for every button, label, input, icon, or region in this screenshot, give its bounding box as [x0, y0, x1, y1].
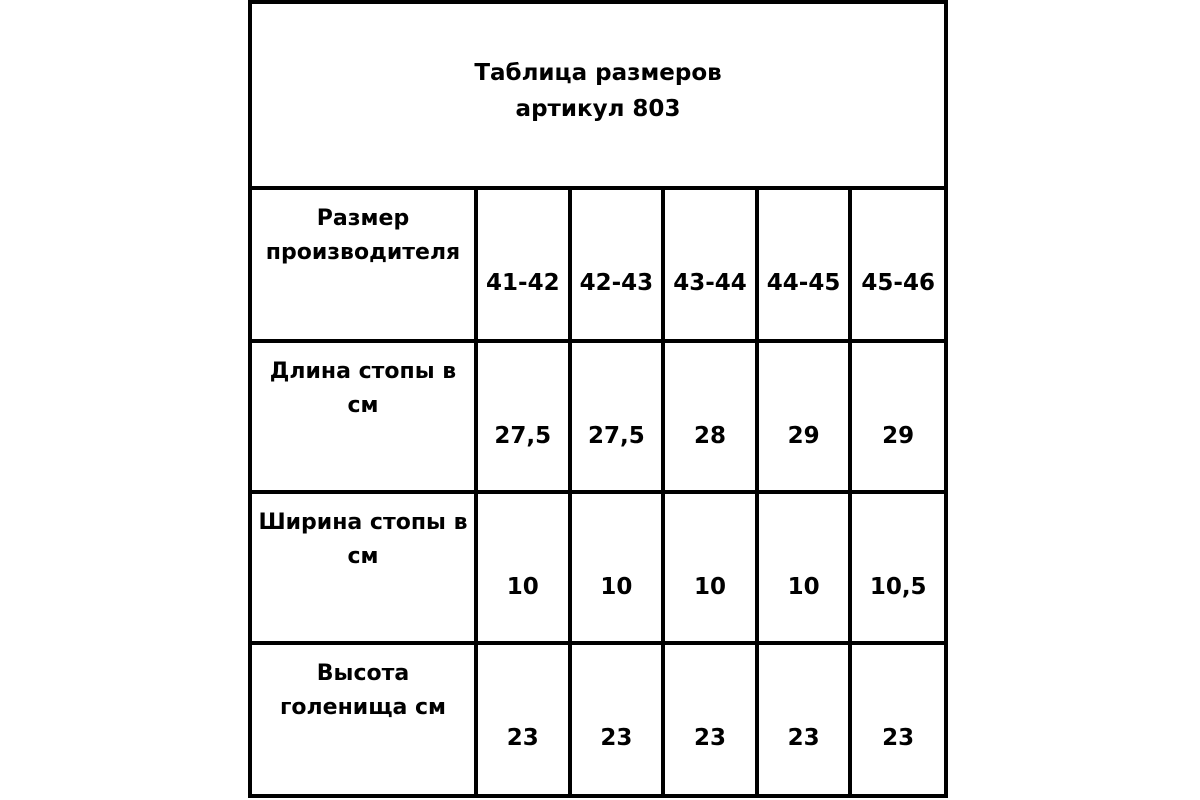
row-label-line: Высота: [316, 661, 410, 686]
table-cell: [850, 341, 944, 492]
row-label: [252, 202, 474, 270]
row-foot-width: [252, 492, 944, 643]
cell-value: 45-46: [861, 270, 935, 296]
title-line-2: артикул 803: [515, 96, 681, 122]
cell-value: 10,5: [869, 574, 927, 600]
table-cell: [476, 341, 570, 492]
cell-value: 29: [882, 423, 915, 449]
cell-value: 10: [787, 574, 820, 600]
cell-value: 43-44: [673, 270, 747, 296]
size-chart-sheet: [248, 0, 948, 798]
cell-value: 27,5: [494, 423, 552, 449]
row-foot-length: [252, 341, 944, 492]
cell-value: 23: [600, 725, 633, 751]
row-label-line: см: [347, 393, 379, 418]
cell-value: 10: [693, 574, 726, 600]
cell-value: 10: [506, 574, 539, 600]
table-cell: [663, 190, 757, 341]
row-label-cell: [252, 341, 476, 492]
row-shaft-height: [252, 643, 944, 794]
cell-value: 10: [600, 574, 633, 600]
table-cell: [663, 643, 757, 794]
table-cell: [476, 492, 570, 643]
cell-value: 23: [506, 725, 539, 751]
cell-value: 23: [787, 725, 820, 751]
cell-value: 23: [882, 725, 915, 751]
row-label-line: Ширина стопы в: [258, 510, 468, 535]
row-label: [252, 506, 474, 574]
row-label-cell: [252, 492, 476, 643]
table-cell: [570, 341, 664, 492]
table-cell: [663, 492, 757, 643]
cell-value: 29: [787, 423, 820, 449]
cell-value: 27,5: [588, 423, 645, 449]
table-cell: [757, 643, 851, 794]
table-cell: [850, 190, 944, 341]
row-label-cell: [252, 643, 476, 794]
cell-value: 28: [693, 423, 726, 449]
table-cell: [850, 492, 944, 643]
table-cell: [850, 643, 944, 794]
table-cell: [570, 492, 664, 643]
row-label-line: голенища см: [279, 695, 447, 720]
cell-value: 42-43: [579, 270, 654, 296]
title-line-1: Таблица размеров: [474, 60, 722, 86]
cell-value: 41-42: [486, 270, 560, 296]
row-label-line: производителя: [265, 240, 461, 265]
table-cell: [757, 492, 851, 643]
row-label-line: см: [347, 544, 379, 569]
row-manufacturer-size: [252, 190, 944, 341]
cell-value: 23: [693, 725, 726, 751]
table-cell: [757, 341, 851, 492]
row-label: [252, 657, 474, 725]
row-label-line: Размер: [316, 206, 410, 231]
row-label-line: Длина стопы в: [269, 359, 457, 384]
table-cell: [570, 190, 664, 341]
table-cell: [570, 643, 664, 794]
title-block: [252, 4, 944, 190]
table-cell: [476, 643, 570, 794]
row-label: [252, 355, 474, 423]
size-table: [252, 190, 944, 794]
table-cell: [476, 190, 570, 341]
cell-value: 44-45: [766, 270, 841, 296]
row-label-cell: [252, 190, 476, 341]
table-cell: [757, 190, 851, 341]
table-cell: [663, 341, 757, 492]
